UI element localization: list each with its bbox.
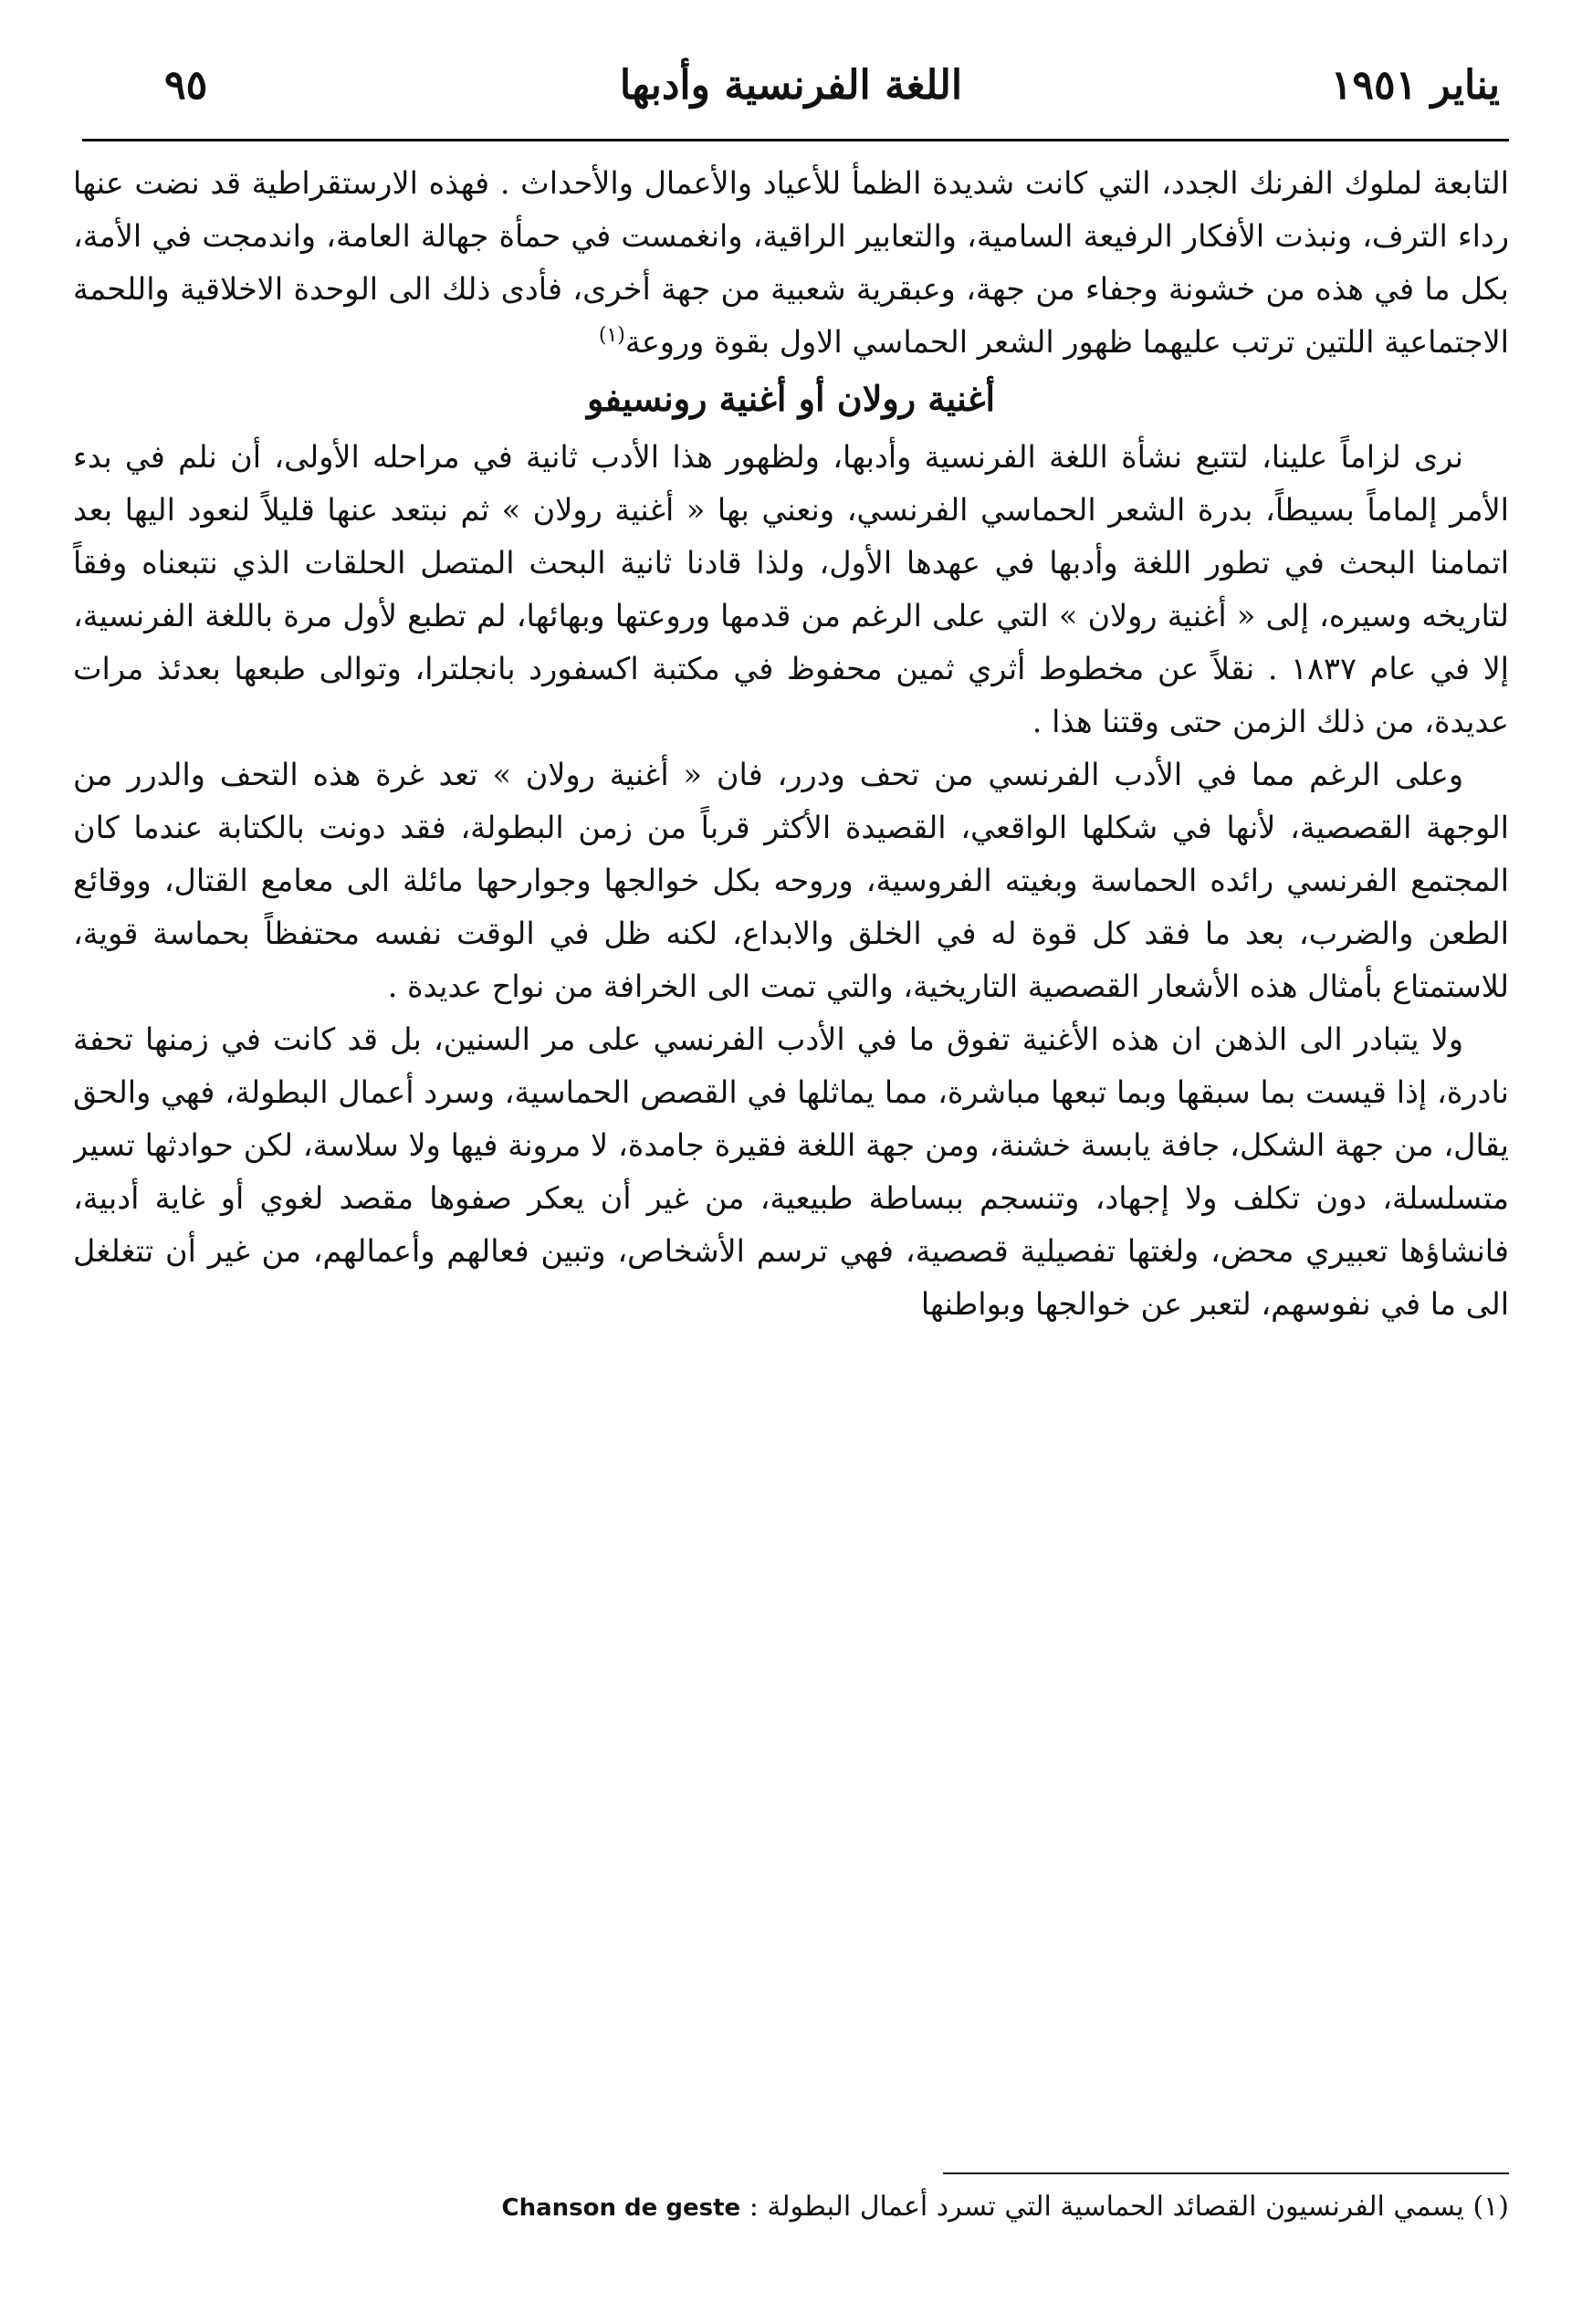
footnote-rule xyxy=(943,2172,1509,2174)
document-page xyxy=(73,55,1509,2282)
page-number: ٩٥ xyxy=(164,62,208,109)
paragraph-1 xyxy=(73,157,1509,369)
body-text xyxy=(73,157,1509,2156)
footnote-latin-term: Chanson de geste xyxy=(501,2194,741,2222)
paragraph-1-text: التابعة لملوك الفرنك الجدد، التي كانت شديدة الظمأ للأعياد والأعمال والأحداث . فهذه الارستقراطية قد نضت عنها رداء الترف، ونبذت الأفكار الرفيعة السامية، والتعابير الراقية، وانغمست في حمأة جهالة العامة، واندمجت في الأمة، بكل ما في هذه من خشونة وجفاء من جهة، وعبقرية شعبية من جهة أخرى، فأدى ذلك الى الوحدة الاخلاقية واللحمة الاجتماعية اللتين ترتب عليهما ظهور الشعر الحماسي الاول بقوة وروعة xyxy=(73,165,1509,360)
footnote-text: يسمي الفرنسيون القصائد الحماسية التي تسرد أعمال البطولة : xyxy=(749,2191,1464,2223)
paragraph-3: وعلى الرغم مما في الأدب الفرنسي من تحف ودرر، فان « أغنية رولان » تعد غرة هذه التحف والدرر من الوجهة القصصية، لأنها في شكلها الواقعي، القصيدة الأكثر قرباً من زمن البطولة، فقد دونت بالكتابة عندما كان المجتمع الفرنسي رائده الحماسة وبغيته الفروسية، وروحه بكل خوالجها وجوارحها مائلة الى معامع القتال، ووقائع الطعن والضرب، بعد ما فقد كل قوة له في الخلق والابداع، لكنه ظل في الوقت نفسه محتفظاً بحماسة قوية، للاستمتاع بأمثال هذه الأشعار القصصية التاريخية، والتي تمت الى الخرافة من نواح عديدة . xyxy=(73,757,1509,1004)
footnote-reference: (١) xyxy=(598,323,625,347)
paragraph-4: ولا يتبادر الى الذهن ان هذه الأغنية تفوق ما في الأدب الفرنسي على مر السنين، بل قد كانت في زمنها تحفة نادرة، إذا قيست بما سبقها وبما تبعها مباشرة، مما يماثلها في القصص الحماسية، وسرد أعمال البطولة، فهي والحق يقال، من جهة الشكل، جافة يابسة خشنة، ومن جهة اللغة فقيرة جامدة، لا مرونة فيها ولا سلاسة، لكن حوادثها تسير متسلسلة، دون تكلف ولا إجهاد، وتنسجم ببساطة طبيعية، من غير أن يعكر صفوها مقصد لغوي أو غاية أدبية، فانشاؤها تعبيري محض، ولغتها تفصيلية قصصية، فهي ترسم الأشخاص، وتبين فعالهم وأعمالهم، من غير أن تتغلغل الى ما في نفوسهم، لتعبر عن خوالجها وبواطنها xyxy=(73,1021,1509,1322)
paragraph-2: نرى لزاماً علينا، لتتبع نشأة اللغة الفرنسية وأدبها، ولظهور هذا الأدب ثانية في مراحله الأولى، أن نلم في بدء الأمر إلماماً بسيطاً، بدرة الشعر الحماسي الفرنسي، ونعني بها « أغنية رولان » ثم نبتعد عنها قليلاً لنعود اليها بعد اتمامنا البحث في تطور اللغة وأدبها في عهدها الأول، ولذا قادنا ثانية البحث المتصل الحلقات الذي نتبعناه وفقاً لتاريخه وسيره، إلى « أغنية رولان » التي على الرغم من قدمها وروعتها وبهائها، لم تطبع لأول مرة باللغة الفرنسية، إلا في عام ١٨٣٧ . نقلاً عن مخطوط أثري ثمين محفوظ في مكتبة اكسفورد بانجلترا، وتوالى طبعها بعدئذ مرات عديدة، من ذلك الزمن حتى وقتنا هذا . xyxy=(73,439,1509,739)
header-title: اللغة الفرنسية وأدبها xyxy=(619,62,963,109)
footnote xyxy=(73,2187,1509,2228)
section-heading: أغنية رولان أو أغنية رونسيفو xyxy=(586,378,996,419)
header-date: يناير ١٩٥١ xyxy=(1330,62,1500,109)
footnote-marker: (١) xyxy=(1472,2191,1509,2223)
header-rule xyxy=(82,139,1509,141)
running-header xyxy=(73,55,1509,128)
